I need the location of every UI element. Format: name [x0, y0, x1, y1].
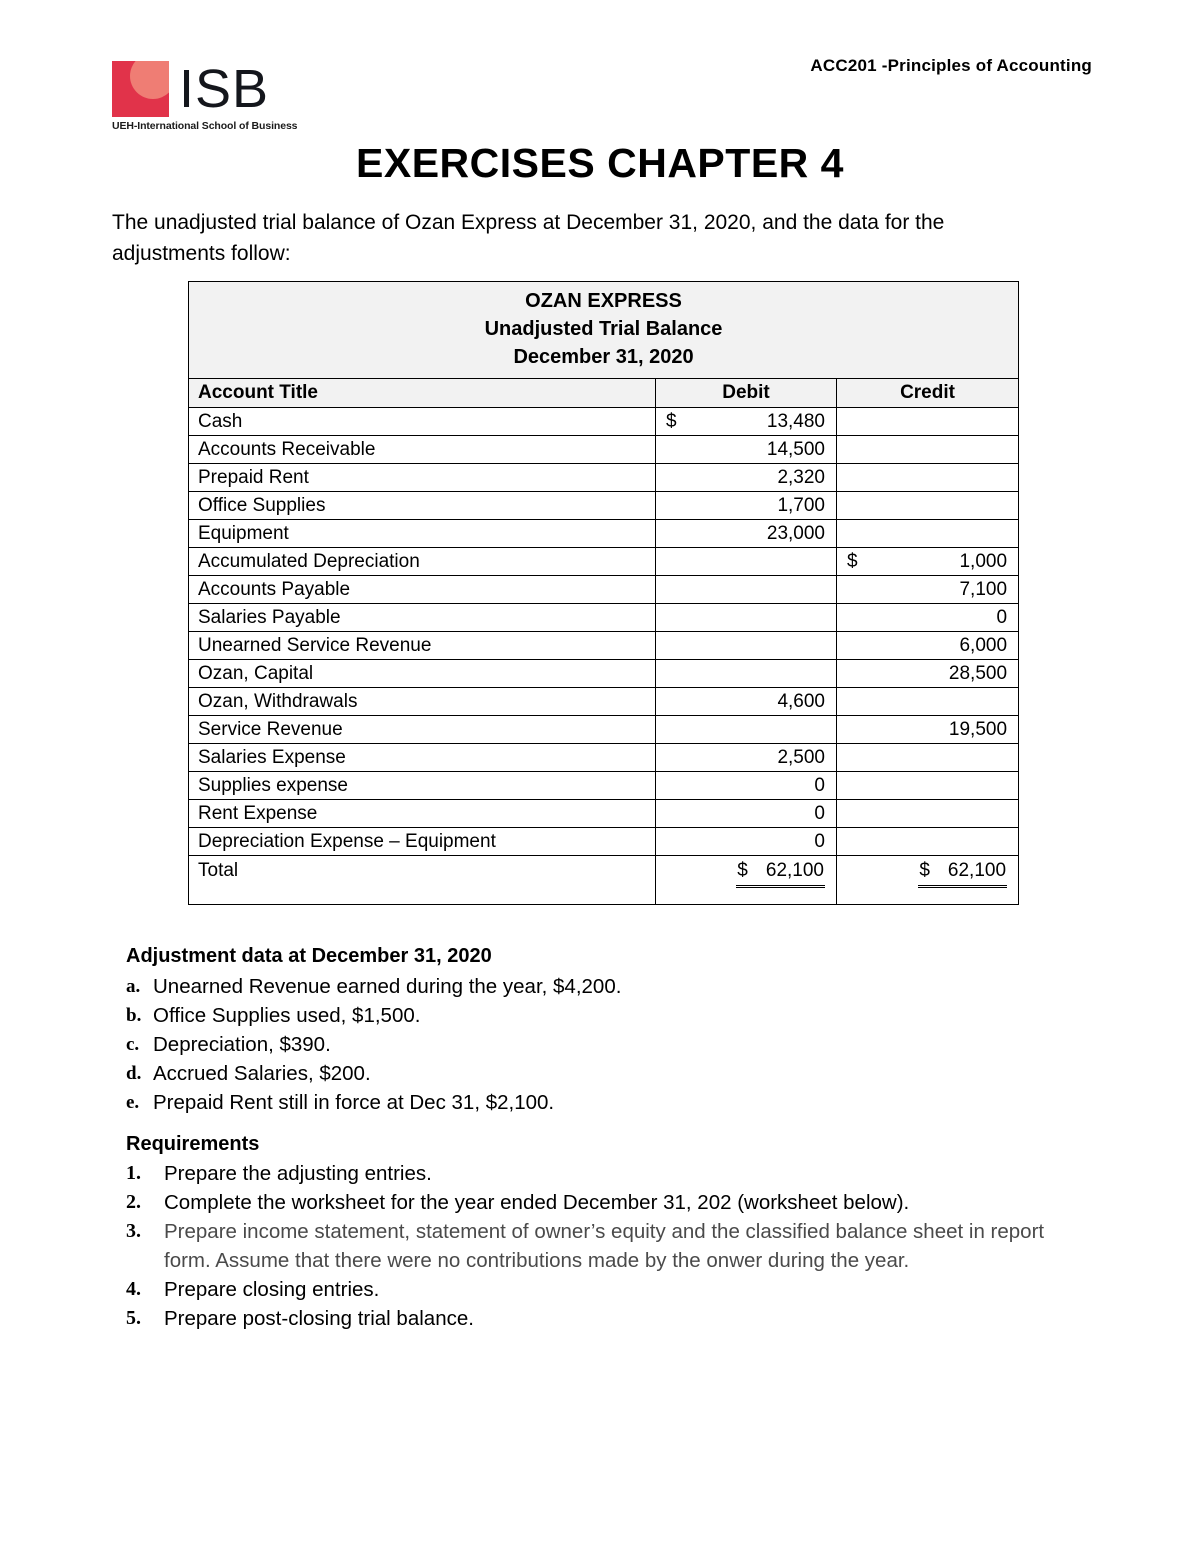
debit-value: 14,500: [766, 439, 825, 460]
requirements-section: [126, 1133, 1086, 1333]
adjustment-data-heading: Adjustment data at December 31, 2020: [126, 945, 492, 967]
table-row: [189, 604, 1019, 632]
list-marker-number: 1.: [126, 1162, 141, 1184]
caption-company: OZAN EXPRESS: [525, 290, 682, 312]
debit-cell: [656, 688, 837, 716]
caption-date: December 31, 2020: [513, 346, 694, 368]
isb-logo-mark-icon: [112, 61, 169, 117]
credit-cell: [837, 744, 1019, 772]
account-title-cell: Depreciation Expense – Equipment: [189, 828, 656, 856]
table-row: [189, 408, 1019, 436]
table-row: [189, 660, 1019, 688]
debit-value: 2,320: [777, 467, 825, 488]
adjustment-data-section: [126, 945, 1026, 1117]
debit-cell: [656, 520, 837, 548]
credit-value: 6,000: [959, 635, 1008, 656]
list-item: [126, 1188, 1086, 1217]
table-total-row: [189, 856, 1019, 905]
total-debit-cell: [656, 856, 837, 905]
credit-cell: [837, 716, 1019, 744]
total-credit-underline: [918, 858, 1007, 888]
caption-statement: Unadjusted Trial Balance: [484, 318, 723, 340]
table-row: [189, 716, 1019, 744]
table-row: [189, 772, 1019, 800]
credit-value: 7,100: [959, 579, 1008, 600]
debit-value: 0: [814, 803, 825, 824]
list-item: [126, 1030, 1026, 1059]
list-marker-number: 5.: [126, 1307, 141, 1329]
list-item-text: Accrued Salaries, $200.: [153, 1062, 371, 1085]
debit-cell: [656, 632, 837, 660]
debit-value: 0: [814, 831, 825, 852]
column-header-credit: Credit: [837, 379, 1019, 408]
debit-cell: [656, 408, 837, 436]
account-title-cell: Accumulated Depreciation: [189, 548, 656, 576]
account-title-cell: Accounts Payable: [189, 576, 656, 604]
debit-cell: [656, 492, 837, 520]
credit-cell: [837, 576, 1019, 604]
debit-value: 2,500: [777, 747, 825, 768]
total-credit-cell: [837, 856, 1019, 905]
debit-cell: [656, 548, 837, 576]
table-caption-row: [189, 282, 1019, 379]
list-item-text: Prepare closing entries.: [164, 1278, 380, 1301]
list-marker-number: 3.: [126, 1220, 141, 1242]
credit-cell: [837, 800, 1019, 828]
table-row: [189, 492, 1019, 520]
table-row: [189, 576, 1019, 604]
credit-value: 1,000: [959, 551, 1008, 572]
credit-cell: [837, 436, 1019, 464]
debit-cell: [656, 604, 837, 632]
list-marker-letter: e.: [126, 1092, 140, 1113]
table-header-row: [189, 379, 1019, 408]
debit-value: 23,000: [766, 523, 825, 544]
total-label-cell: Total: [189, 856, 656, 905]
debit-value: 1,700: [777, 495, 825, 516]
list-item: [126, 1159, 1086, 1188]
list-item: [126, 1275, 1086, 1304]
list-marker-letter: d.: [126, 1063, 142, 1084]
account-title-cell: Prepaid Rent: [189, 464, 656, 492]
account-title-cell: Rent Expense: [189, 800, 656, 828]
account-title-cell: Cash: [189, 408, 656, 436]
table-row: [189, 464, 1019, 492]
account-title-cell: Salaries Payable: [189, 604, 656, 632]
account-title-cell: Ozan, Withdrawals: [189, 688, 656, 716]
debit-cell: [656, 660, 837, 688]
list-marker-letter: a.: [126, 976, 141, 997]
isb-logo: [112, 60, 312, 132]
trial-balance-table-wrapper: [188, 281, 1018, 905]
credit-cell: [837, 520, 1019, 548]
table-row: [189, 632, 1019, 660]
list-item-text: Office Supplies used, $1,500.: [153, 1004, 421, 1027]
credit-value: 28,500: [948, 663, 1008, 684]
total-debit-value: 62,100: [765, 860, 824, 881]
list-item: [126, 1059, 1026, 1088]
list-item-text: Prepaid Rent still in force at Dec 31, $2,100.: [153, 1091, 555, 1114]
debit-cell: [656, 828, 837, 856]
logo-wordmark: ISB: [179, 59, 270, 119]
debit-cell: [656, 772, 837, 800]
table-row: [189, 436, 1019, 464]
debit-cell: [656, 744, 837, 772]
table-row: [189, 828, 1019, 856]
credit-cell: [837, 772, 1019, 800]
requirements-heading: Requirements: [126, 1133, 260, 1155]
list-item-text: Prepare post-closing trial balance.: [164, 1307, 474, 1330]
account-title-cell: Service Revenue: [189, 716, 656, 744]
column-header-debit: Debit: [656, 379, 837, 408]
list-item: [126, 1304, 1086, 1333]
list-marker-letter: c.: [126, 1034, 140, 1055]
credit-cell: [837, 632, 1019, 660]
credit-cell: [837, 408, 1019, 436]
trial-balance-table: [188, 281, 1019, 905]
list-marker-number: 2.: [126, 1191, 141, 1213]
adjustment-data-list: [126, 972, 1026, 1117]
list-item-text: Complete the worksheet for the year ended December 31, 202 (worksheet below).: [164, 1191, 910, 1214]
list-item-text: Prepare the adjusting entries.: [164, 1162, 432, 1185]
credit-value: 19,500: [948, 719, 1008, 740]
table-caption-cell: [189, 282, 1019, 379]
list-item: [126, 1001, 1026, 1030]
list-item-text: Unearned Revenue earned during the year, $4,200.: [153, 975, 622, 998]
logo-row: [112, 60, 312, 118]
credit-cell: [837, 548, 1019, 576]
table-row: [189, 744, 1019, 772]
list-item-text: Depreciation, $390.: [153, 1033, 331, 1056]
currency-symbol: $: [919, 860, 930, 881]
credit-cell: [837, 464, 1019, 492]
currency-symbol: $: [666, 411, 677, 432]
debit-cell: [656, 576, 837, 604]
account-title-cell: Office Supplies: [189, 492, 656, 520]
account-title-cell: Equipment: [189, 520, 656, 548]
account-title-cell: Supplies expense: [189, 772, 656, 800]
table-row: [189, 688, 1019, 716]
debit-cell: [656, 436, 837, 464]
credit-value: 0: [996, 607, 1008, 628]
account-title-cell: Unearned Service Revenue: [189, 632, 656, 660]
table-row: [189, 548, 1019, 576]
credit-cell: [837, 660, 1019, 688]
debit-cell: [656, 464, 837, 492]
logo-circle-shape: [130, 61, 169, 99]
list-item: [126, 1217, 1086, 1275]
intro-paragraph: The unadjusted trial balance of Ozan Express at December 31, 2020, and the data for the adjustments follow:: [112, 211, 945, 265]
account-title-cell: Ozan, Capital: [189, 660, 656, 688]
debit-value: 4,600: [777, 691, 825, 712]
list-marker-letter: b.: [126, 1005, 142, 1026]
debit-cell: [656, 800, 837, 828]
account-title-cell: Accounts Receivable: [189, 436, 656, 464]
total-credit-value: 62,100: [947, 860, 1007, 881]
credit-cell: [837, 688, 1019, 716]
debit-value: 0: [814, 775, 825, 796]
currency-symbol: $: [847, 551, 858, 572]
total-debit-underline: [736, 858, 825, 888]
course-header-text: ACC201 -Principles of Accounting: [810, 56, 1092, 75]
column-header-account-title: Account Title: [189, 379, 656, 408]
list-item: [126, 972, 1026, 1001]
logo-tagline: UEH-International School of Business: [112, 120, 298, 132]
table-row: [189, 520, 1019, 548]
table-row: [189, 800, 1019, 828]
page-title: EXERCISES CHAPTER 4: [356, 140, 844, 186]
currency-symbol: $: [737, 860, 748, 881]
credit-cell: [837, 828, 1019, 856]
list-item-text: Prepare income statement, statement of owner’s equity and the classified balance sheet in report form. Assume that there were no contributions made by the onwer during the year.: [164, 1220, 1045, 1272]
list-marker-number: 4.: [126, 1278, 141, 1300]
debit-value: 13,480: [766, 411, 825, 432]
list-item: [126, 1088, 1026, 1117]
credit-cell: [837, 604, 1019, 632]
account-title-cell: Salaries Expense: [189, 744, 656, 772]
debit-cell: [656, 716, 837, 744]
credit-cell: [837, 492, 1019, 520]
requirements-list: [126, 1159, 1086, 1333]
